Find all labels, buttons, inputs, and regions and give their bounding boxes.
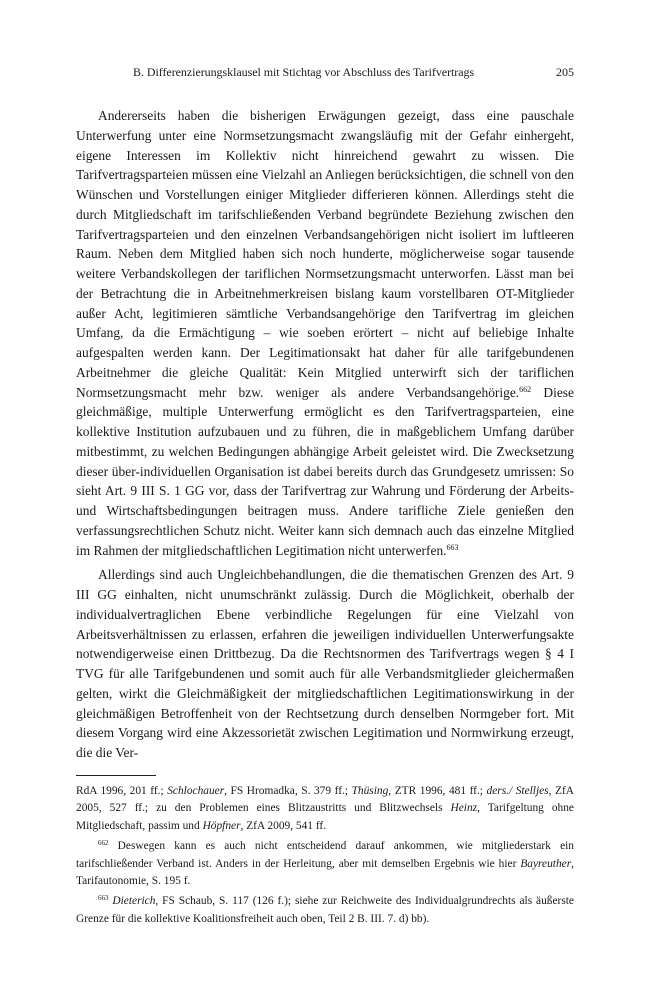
fn-text: Deswegen kann es auch nicht entscheidend darauf ankommen, wie mitgliederstark ein tarifschließender Verband ist. Anders in der Herleitung, aber mit demselben Ergebnis wie hier <box>76 840 574 870</box>
footnote-separator <box>76 775 156 776</box>
fn-author: Thüsing <box>351 785 389 797</box>
body-text <box>76 106 574 763</box>
running-title: B. Differenzierungsklausel mit Stichtag vor Abschluss des Tarifvertrags <box>133 65 475 79</box>
fn-author: Höpfner <box>202 819 241 832</box>
footnotes <box>76 783 574 928</box>
fn-author: Bayreuther <box>520 857 572 870</box>
paragraph-1-text: Andererseits haben die bisherigen Erwägungen gezeigt, dass eine pauschale Unterwerfung unter eine Normsetzungsmacht zwangsläufig mit der Gefahr einhergeht, eigene Interessen im Kollektiv nicht hinreichend gewahrt zu wissen. Die Tarifvertragsparteien müssen eine Vielzahl an Anliegen berücksichtigen, die schnell von den Wünschen und Vorstellungen einiger Mitglieder differieren können. Allerdings steht die durch Mitgliedschaft im tarifschließenden Verband begründete Beziehung zwischen den Tarifvertragsparteien und den einzelnen Verbandsangehörigen nicht isoliert im luftleeren Raum. Neben dem Mitglied haben sich noch hunderte, möglicherweise sogar tausende weitere Verbandskollegen der tariflichen Normsetzungsmacht unterworfen. Lässt man bei der Betrachtung die in Arbeitnehmerkreisen bislang kaum vorstellbaren OT-Mitglieder außer Acht, legitimieren sämtliche Verbandsangehörige den Tarifvertrag im gleichen Umfang, da die Ermächtigung – wie soeben erörtert – nicht auf beliebige Inhalte aufgespalten werden kann. Der Legitimationsakt hat daher für alle tarifgebundenen Arbeitnehmer die gleiche Qualität: Kein Mitglied unterwirft sich der tariflichen Normsetzungsmacht mehr bzw. weniger als andere Verbandsangehörige. <box>76 108 574 400</box>
fn-author: Schlochauer <box>167 785 225 797</box>
fn-text: , ZfA 2005, 527 ff.; zu den Problemen eines Blitzaustritts und Blitzwechsels <box>76 785 575 815</box>
fn-text: , ZfA 2009, 541 ff. <box>240 819 327 832</box>
fn-text: , FS Hromadka, S. 379 ff.; <box>224 785 352 797</box>
fn-text: , Tarifautonomie, S. 195 f. <box>76 857 574 888</box>
page-number: 205 <box>556 65 574 79</box>
fn-author: ders./ Stelljes <box>486 785 549 797</box>
footnote-number: 663 <box>98 894 109 903</box>
paragraph-1 <box>76 106 574 560</box>
fn-text: , Tarifgeltung ohne Mitgliedschaft, passim und <box>76 802 574 832</box>
fn-author: Dieterich <box>112 895 156 908</box>
footnote-662 <box>76 838 574 890</box>
footnote-number: 662 <box>98 839 109 848</box>
paragraph-1-text-cont: Diese gleichmäßige, multiple Unterwerfung ermöglicht es den Tarifvertragsparteien, eine kollektive Institution aufzubauen und zu führen, die in maßgeblichem Umfang darüber mitbestimmt, zu welchen Bedingungen abhängige Arbeit geleistet wird. Die Zwecksetzung dieser über-individuellen Organisation ist dabei bereits durch das Grundgesetz umrissen: So sieht Art. 9 III S. 1 GG vor, dass der Tarifvertrag zur Wahrung und Förderung der Arbeits- und Wirtschaftsbedingungen beitragen muss. Andere tarifliche Ziele genießen den verfassungsrechtlichen Schutz nicht. Weiter kann sich demnach auch das einzelne Mitglied im Rahmen der mitgliedschaftlichen Legitimation nicht unterwerfen. <box>76 384 574 558</box>
fn-text: , ZTR 1996, 481 ff.; <box>388 785 487 797</box>
fn-author: Heinz <box>450 802 478 815</box>
footnote-663 <box>76 893 574 928</box>
footnote-ref-663: 663 <box>446 542 459 552</box>
footnote-ref-662: 662 <box>519 384 532 394</box>
fn-text: RdA 1996, 201 ff.; <box>76 785 168 797</box>
paragraph-2: Allerdings sind auch Ungleichbehandlungen, die die thematischen Grenzen des Art. 9 III GG einhalten, nicht unumschränkt zulässig. Durch die Möglichkeit, oberhalb der individualvertraglichen Ebene verbindliche Regelungen für eine Vielzahl von Arbeitsverhältnissen zu erlassen, erfahren die jeweiligen individuellen Unterwerfungsakte notwendigerweise einen Drittbezug. Da die Rechtsnormen des Tarifvertrags wegen § 4 I TVG für alle Tarifgebundenen und somit auch für alle Verbandsmitglieder gleichermaßen gelten, wirkt die Gleichmäßigkeit der mitgliedschaftlichen Legitimationswirkung in der gleichmäßigen Betroffenheit von der Rechtsetzung durch denselben Normgeber fort. Mit diesem Vorgang wird eine Akzessorietät zwischen Legitimation und Normwirkung erzeugt, die die Ver- <box>76 567 574 760</box>
footnote-continuation <box>76 783 574 835</box>
fn-text: , FS Schaub, S. 117 (126 f.); siehe zur Reichweite des Individualgrundrechts als äußerste Grenze für die kollektive Koalitionsfreiheit auch oben, Teil 2 B. III. 7. d) bb). <box>76 895 574 925</box>
